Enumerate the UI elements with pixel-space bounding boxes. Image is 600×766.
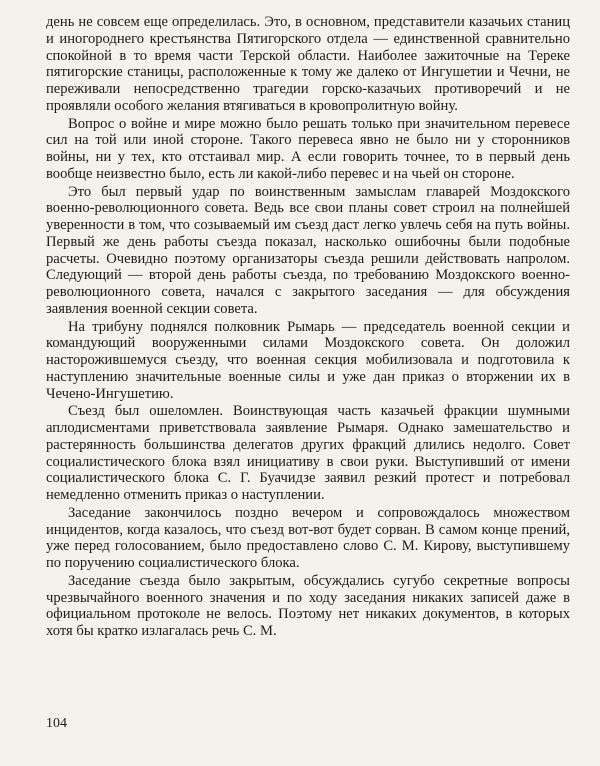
paragraph-6: Заседание закончилось поздно вечером и сопровождалось множеством инцидентов, когда казалось, что съезд вот-вот будет сорван. В самом конце прений, уже перед голосованием, было предоставлено слово С. М. Кирову, выступившему по поручению социалистического блока. [46, 504, 570, 571]
page-number: 104 [46, 716, 67, 731]
paragraph-5: Съезд был ошеломлен. Воинствующая часть казачьей фракции шумными аплодисментами приветствовала заявление Рымаря. Однако замешательство и растерянность большинства делегатов других фракций длились недолго. Совет социалистического блока взял инициативу в свои руки. Выступивший от имени социалистического блока С. Г. Буачидзе заявил резкий протест и потребовал немедленно отменить приказ о наступлении. [46, 403, 570, 503]
paragraph-4: На трибуну поднялся полковник Рымарь — председатель военной секции и командующий вооруженными силами Моздокского совета. Он доложил насторожившемуся съезду, что военная секция мобилизовала и подготовила к наступлению значительные военные силы и уже дан приказ о вторжении их в Чечено-Ингушетию. [46, 318, 570, 402]
paragraph-2: Вопрос о войне и мире можно было решать только при значительном перевесе сил на той или иной стороне. Такого перевеса явно не было ни у сторонников войны, ни у тех, кто отстаивал мир. А если говорить точнее, то в первый день вообще неизвестно было, есть ли какой-либо перевес и на чьей он стороне. [46, 115, 570, 182]
text-body [46, 14, 570, 640]
paragraph-3: Это был первый удар по воинственным замыслам главарей Моздокского военно-революционного совета. Ведь все свои планы совет строил на полнейшей уверенности в том, что созываемый им съезд даст легко увлечь себя на путь войны. Первый же день работы съезда показал, насколько ошибочны были подобные расчеты. Очевидно поэтому организаторы съезда решили действовать напролом. Следующий — второй день работы съезда, по требованию Моздокского военно-революционного совета, начался с закрытого заседания — для обсуждения заявления военной секции совета. [46, 183, 570, 317]
paragraph-1: день не совсем еще определилась. Это, в основном, представители казачьих станиц и иногороднего крестьянства Пятигорского отдела — единственной сравнительно спокойной в то время части Терской области. Наиболее зажиточные на Тереке пятигорские станицы, расположенные к тому же далеко от Ингушетии и Чечни, не переживали непосредственно трагедии горско-казачьих противоречий и не проявляли особого желания втягиваться в кровопролитную войну. [46, 14, 570, 114]
paragraph-7: Заседание съезда было закрытым, обсуждались сугубо секретные вопросы чрезвычайного военного значения и по ходу заседания никаких записей даже в официальном протоколе не велось. Поэтому нет никаких документов, в которых хотя бы кратко излагалась речь С. М. [46, 572, 570, 639]
